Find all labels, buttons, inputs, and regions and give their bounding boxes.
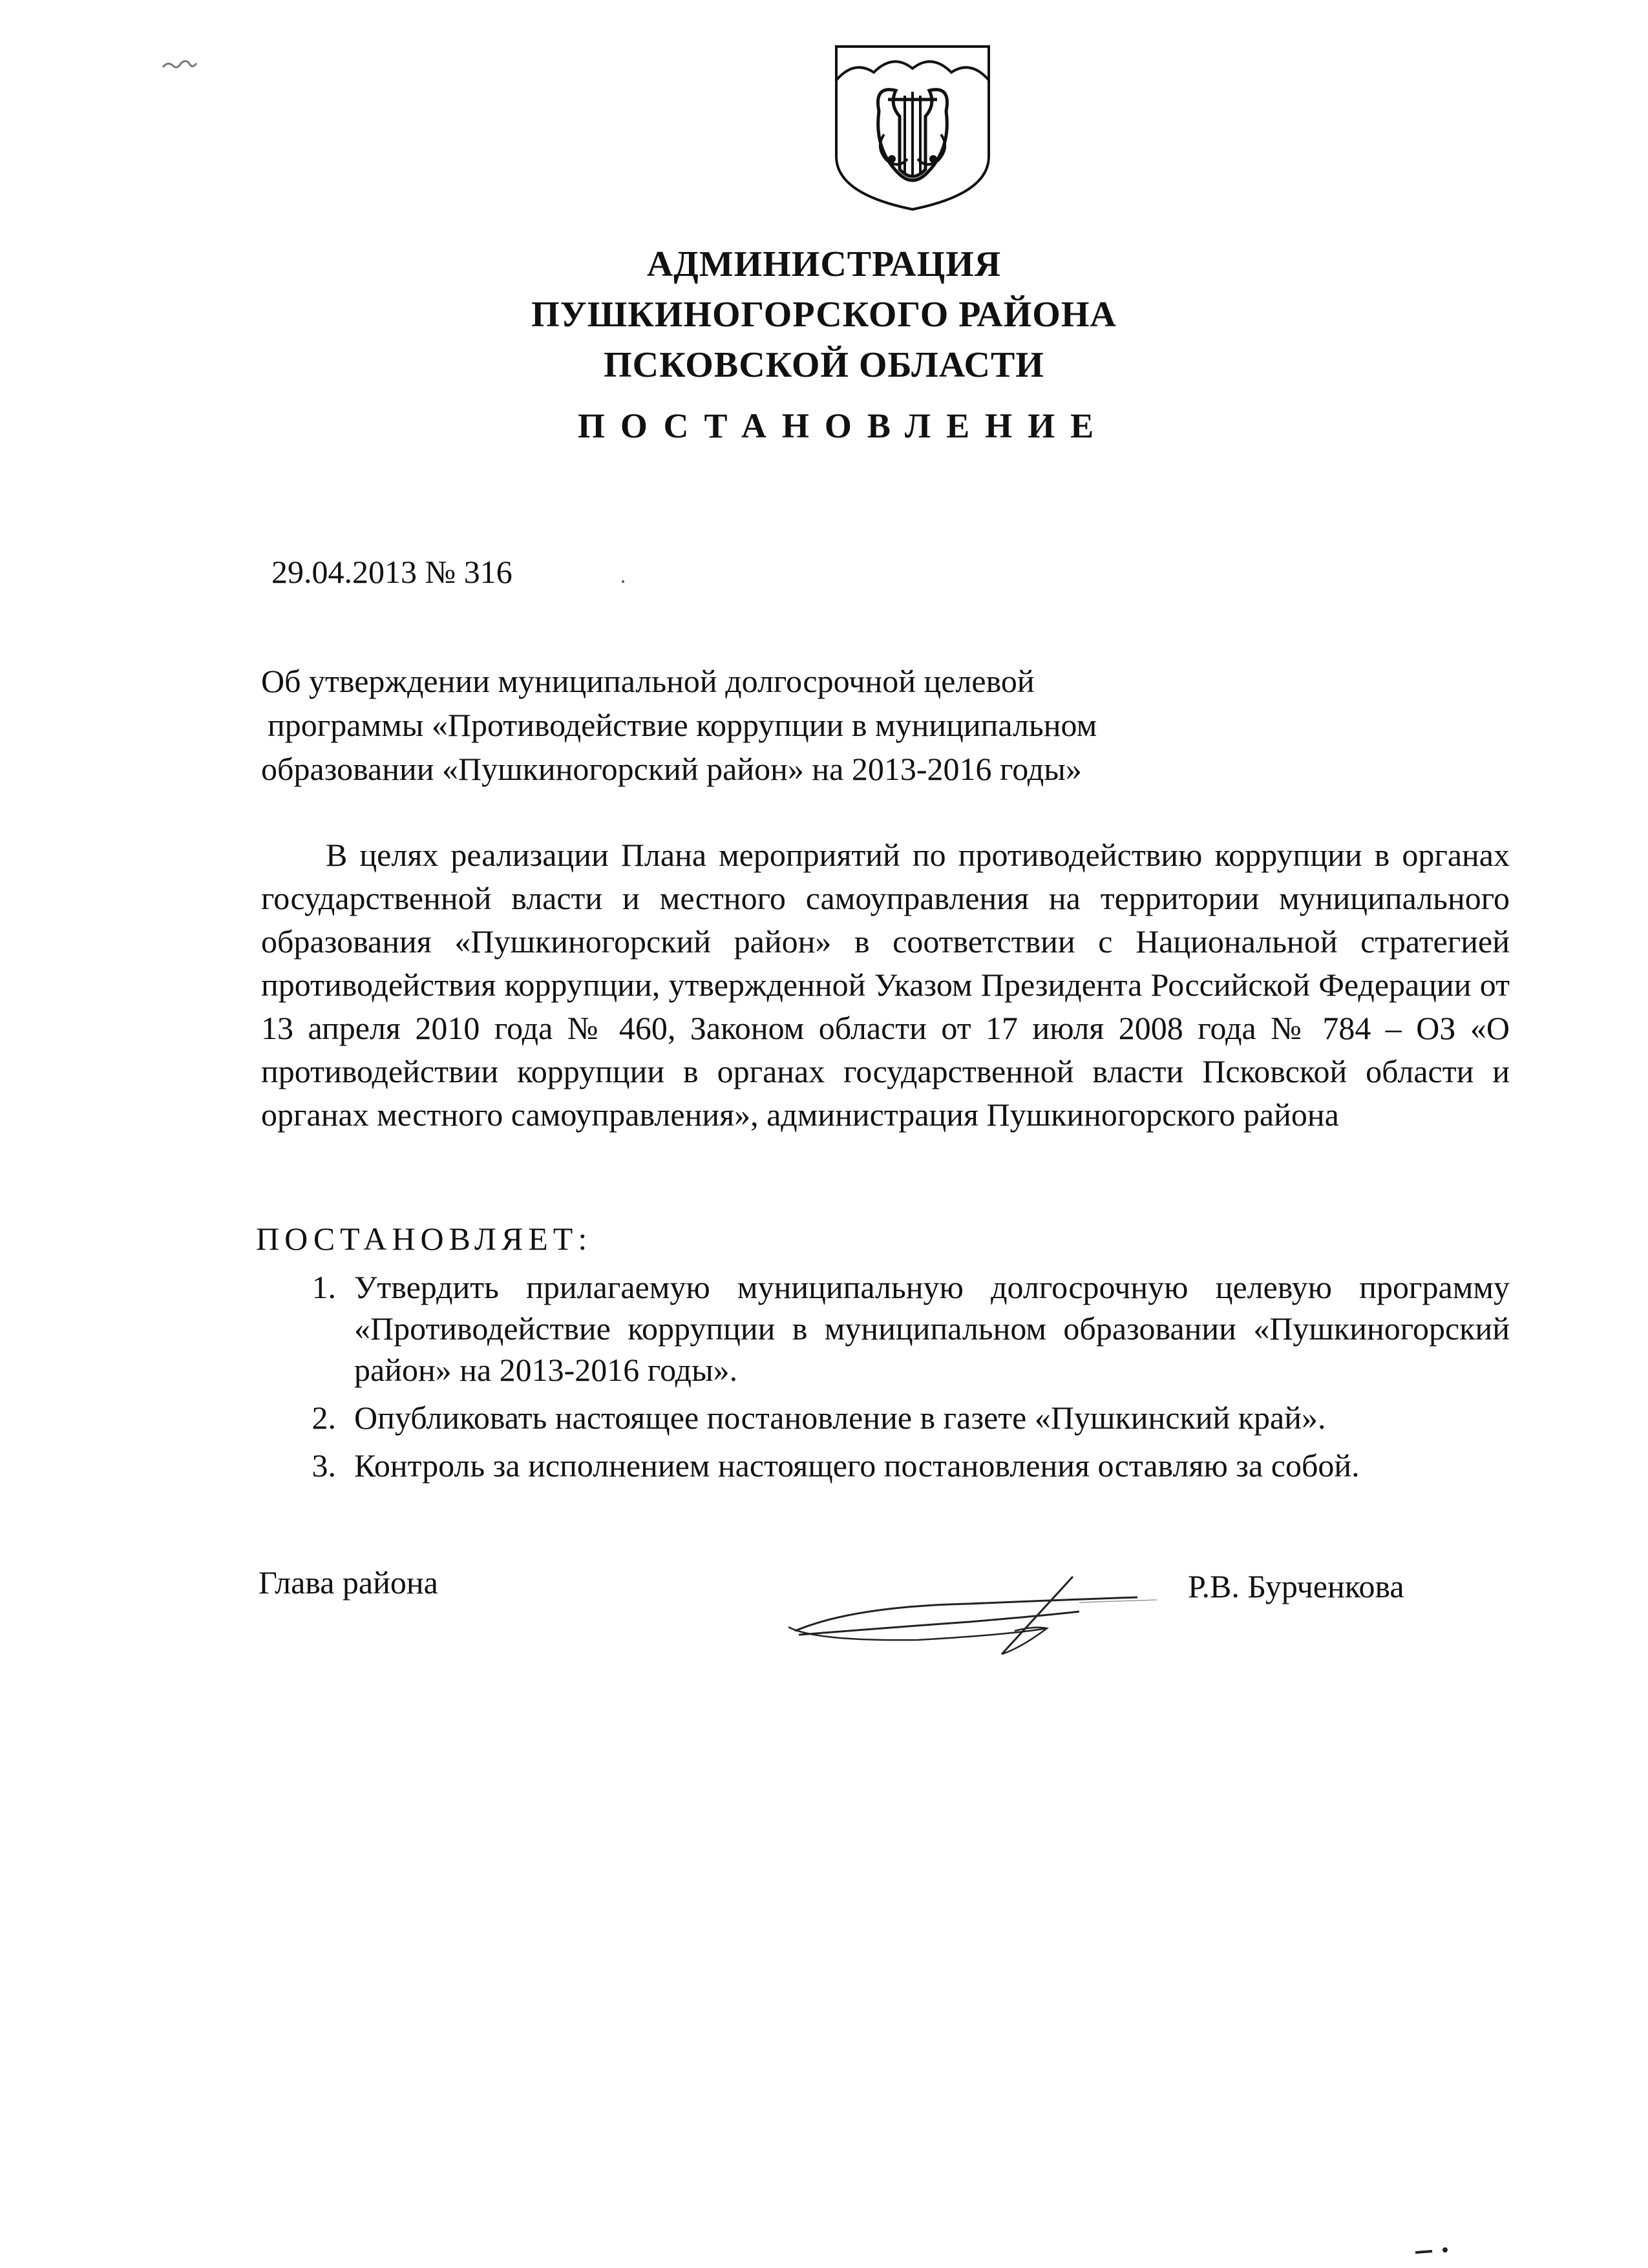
issuer-line-2: ПУШКИНОГОРСКОГО РАЙОНА <box>531 295 1117 335</box>
item-text: Контроль за исполнением настоящего постановления оставляю за собой. <box>354 1447 1360 1484</box>
signatory-name: Р.В. Бурченкова <box>1188 1568 1404 1604</box>
issuer-header <box>0 239 1648 390</box>
handwritten-signature <box>776 1564 1176 1667</box>
coat-of-arms-emblem <box>829 40 997 215</box>
scan-mark-icon <box>160 57 199 72</box>
document-subject <box>261 659 1360 791</box>
signatory-title: Глава района <box>259 1564 438 1601</box>
subject-line-3: образовании «Пушкиногорский район» на 2013-2016 годы» <box>261 751 1082 787</box>
preamble-paragraph: В целях реализации Плана мероприятий по противодействию коррупции в органах государственной власти и местного самоуправления на территории муниципального образования «Пушкиногорский район» в соответствии с Национальной стратегией противодействия коррупции, утвержденной Указом Президента Российской Федерации от 13 апреля 2010 года № 460, Законом области от 17 июля 2008 года № 784 – ОЗ «О противодействии коррупции в органах государственной власти Псковской области и органах местного самоуправления», администрация Пушкиногорского района <box>261 837 1510 1133</box>
item-number: 3. <box>312 1447 336 1484</box>
resolves-heading: ПОСТАНОВЛЯЕТ: <box>256 1221 593 1257</box>
item-text: Опубликовать настоящее постановление в газете «Пушкинский край». <box>354 1400 1326 1436</box>
scan-dot <box>622 580 624 583</box>
item-number: 1. <box>312 1269 336 1305</box>
subject-line-1: Об утверждении муниципальной долгосрочной целевой <box>261 663 1035 699</box>
item-number: 2. <box>312 1400 336 1436</box>
scan-mark-icon <box>1413 2243 1458 2256</box>
resolution-item <box>297 1445 1510 1486</box>
resolution-item <box>297 1266 1510 1391</box>
issuer-line-1: АДМИНИСТРАЦИЯ <box>646 244 1002 284</box>
issuer-line-3: ПСКОВСКОЙ ОБЛАСТИ <box>604 345 1044 385</box>
subject-line-2: программы «Противодействие коррупции в муниципальном <box>268 707 1097 743</box>
date-and-number: 29.04.2013 № 316 <box>271 554 512 590</box>
resolution-items <box>297 1266 1510 1493</box>
item-text: Утвердить прилагаемую муниципальную долгосрочную целевую программу «Противодействие коррупции в муниципальном образовании «Пушкиногорский район» на 2013-2016 годы». <box>354 1269 1510 1388</box>
document-type-title: ПОСТАНОВЛЕНИЕ <box>577 406 1110 445</box>
resolution-item <box>297 1397 1510 1438</box>
